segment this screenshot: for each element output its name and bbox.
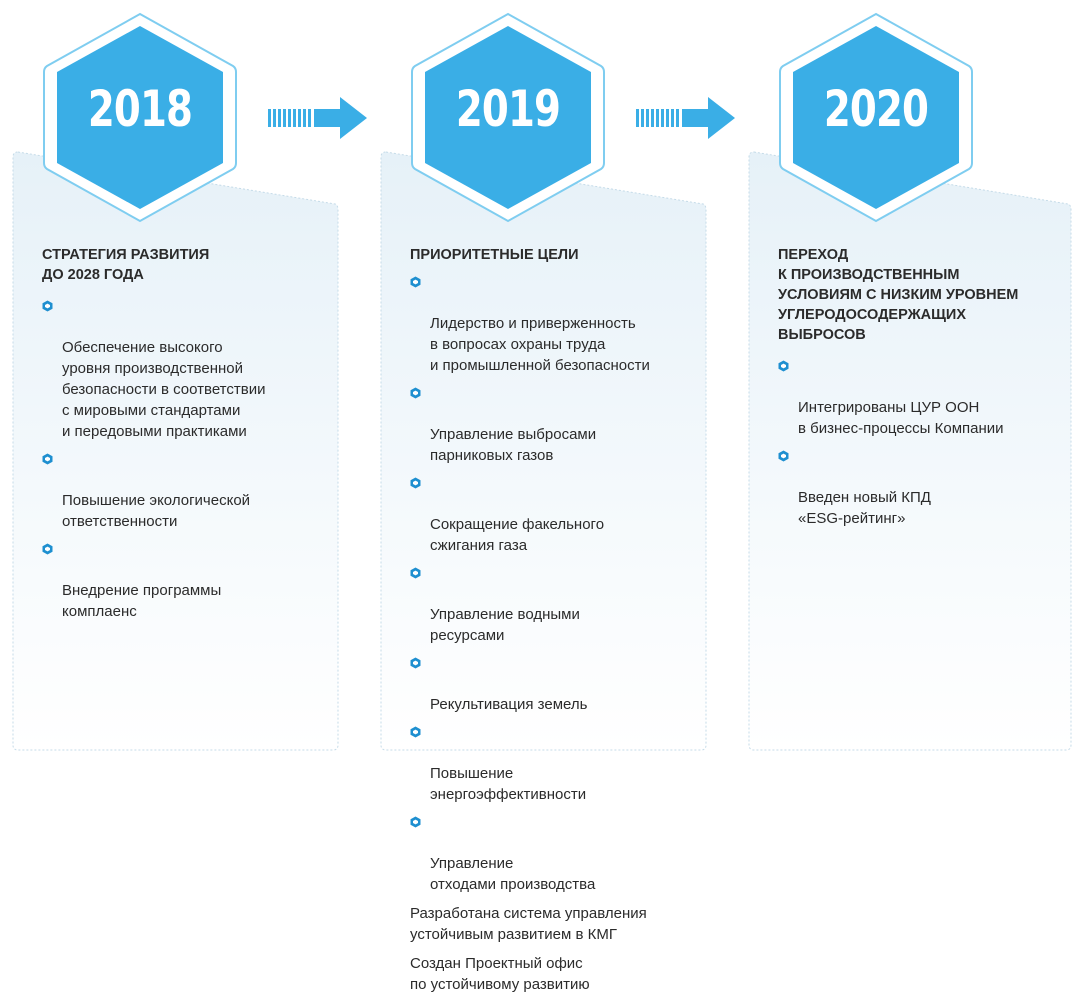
- hexagon-bullet-icon: [410, 816, 421, 828]
- hexagon-bullet-icon: [410, 567, 421, 579]
- list-item: [42, 448, 332, 532]
- column-content: [410, 245, 700, 995]
- goal-list: [42, 295, 332, 622]
- list-item: [778, 355, 1068, 439]
- hexagon-bullet-icon: [42, 453, 53, 465]
- list-item: [410, 271, 700, 376]
- list-item-text: Лидерство и приверженность в вопросах охраны труда и промышленной безопасности: [430, 315, 650, 374]
- hexagon-bullet-icon: [42, 300, 53, 312]
- arrow-right-icon: [268, 97, 368, 139]
- hexagon-bullet-icon: [410, 477, 421, 489]
- list-item: [42, 538, 332, 622]
- list-item-text: Обеспечение высокого уровня производственной безопасности в соответствии с мировыми стандартами и передовыми практиками: [62, 339, 266, 440]
- list-item-text: Управление водными ресурсами: [430, 606, 580, 644]
- column-heading: ПРИОРИТЕТНЫЕ ЦЕЛИ: [410, 247, 579, 263]
- hexagon-bullet-icon: [410, 657, 421, 669]
- column-content: [778, 245, 1068, 535]
- arrow-right-icon: [636, 97, 736, 139]
- column-heading: ПЕРЕХОД К ПРОИЗВОДСТВЕННЫМ УСЛОВИЯМ С НИЗКИМ УРОВНЕМ УГЛЕРОДОСОДЕРЖАЩИХ ВЫБРОСОВ: [778, 247, 1019, 343]
- goal-list: [778, 355, 1068, 529]
- hexagon-bullet-icon: [42, 543, 53, 555]
- list-item: [410, 811, 700, 895]
- hexagon-bullet-icon: [778, 360, 789, 372]
- list-item: [410, 382, 700, 466]
- year-label: 2020: [823, 80, 929, 138]
- list-item: [410, 472, 700, 556]
- list-item: [410, 562, 700, 646]
- hexagon-bullet-icon: [410, 726, 421, 738]
- note-text: Создан Проектный офис по устойчивому развитию: [410, 955, 590, 993]
- list-item-text: Внедрение программы комплаенс: [62, 582, 222, 620]
- hexagon-bullet-icon: [410, 276, 421, 288]
- year-label: 2018: [87, 80, 193, 138]
- hexagon-bullet-icon: [778, 450, 789, 462]
- list-item: [42, 295, 332, 442]
- list-item-text: Управление отходами производства: [430, 855, 596, 893]
- list-item-text: Управление выбросами парниковых газов: [430, 426, 597, 464]
- column-heading: СТРАТЕГИЯ РАЗВИТИЯ ДО 2028 ГОДА: [42, 247, 210, 283]
- note-text: Разработана система управления устойчивым развитием в КМГ: [410, 905, 647, 943]
- list-item-text: Сокращение факельного сжигания газа: [430, 516, 605, 554]
- list-item-text: Рекультивация земель: [430, 696, 588, 713]
- list-item: [778, 445, 1068, 529]
- list-item-text: Повышение энергоэффективности: [430, 765, 587, 803]
- list-item-text: Повышение экологической ответственности: [62, 492, 251, 530]
- column-content: [42, 245, 332, 628]
- list-item: [410, 652, 700, 715]
- list-item: [410, 721, 700, 805]
- list-item-text: Интегрированы ЦУР ООН в бизнес-процессы Компании: [798, 399, 1004, 437]
- goal-list: [410, 271, 700, 895]
- year-label: 2019: [455, 80, 561, 138]
- timeline-column-2020: [746, 0, 1076, 757]
- hexagon-bullet-icon: [410, 387, 421, 399]
- list-item-text: Введен новый КПД «ESG-рейтинг»: [798, 489, 931, 527]
